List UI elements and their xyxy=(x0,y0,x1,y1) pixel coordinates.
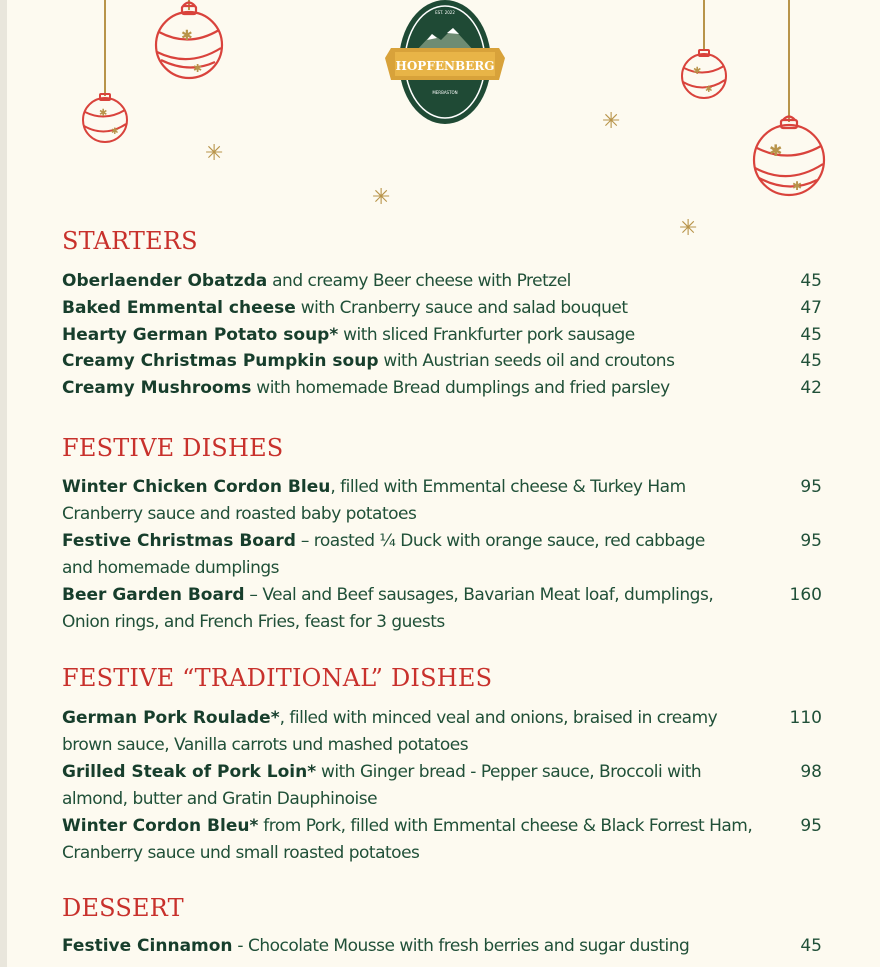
section-heading-traditional-dishes: FESTIVE “TRADITIONAL” DISHES xyxy=(62,664,493,692)
svg-text:✱: ✱ xyxy=(111,127,119,137)
item-description-continued: brown sauce, Vanilla carrots und mashed potatoes xyxy=(62,735,469,755)
item-name: Grilled Steak of Pork Loin* xyxy=(62,762,317,782)
svg-text:✱: ✱ xyxy=(193,62,203,75)
christmas-decorations xyxy=(7,0,880,240)
section-heading-starters: STARTERS xyxy=(62,227,198,255)
item-description: , filled with Emmental cheese & Turkey Ham xyxy=(330,477,686,497)
menu-item xyxy=(62,295,822,322)
item-name: Hearty German Potato soup* xyxy=(62,325,339,345)
item-price: 47 xyxy=(800,298,822,318)
item-price: 160 xyxy=(789,585,822,605)
svg-text:✱: ✱ xyxy=(705,85,713,95)
item-description-continued: and homemade dumplings xyxy=(62,558,279,578)
section-heading-festive-dishes: FESTIVE DISHES xyxy=(62,434,284,462)
ornament-ball-icon xyxy=(754,117,824,196)
star-icon: ✳ xyxy=(679,216,698,240)
menu-item xyxy=(62,322,822,349)
item-price: 98 xyxy=(800,762,822,782)
item-description-continued: Cranberry sauce und small roasted potatoes xyxy=(62,843,420,863)
menu-item xyxy=(62,474,822,528)
svg-text:✱: ✱ xyxy=(181,28,193,44)
menu-item xyxy=(62,933,822,960)
item-description-continued: Onion rings, and French Fries, feast for 3 guests xyxy=(62,612,445,632)
item-description-continued: almond, butter and Gratin Dauphinoise xyxy=(62,789,378,809)
item-name: Winter Cordon Bleu* xyxy=(62,816,259,836)
item-price: 95 xyxy=(800,816,822,836)
star-icon: ✳ xyxy=(205,141,224,166)
menu-item xyxy=(62,705,822,759)
item-name: Creamy Christmas Pumpkin soup xyxy=(62,351,379,371)
svg-text:✱: ✱ xyxy=(792,179,803,193)
item-price: 45 xyxy=(800,936,822,956)
menu-item xyxy=(62,759,822,813)
ornament-ball-icon xyxy=(682,50,726,98)
item-description: with Ginger bread - Pepper sauce, Broccoli with xyxy=(316,762,702,782)
menu-item xyxy=(62,582,822,636)
item-name: Festive Christmas Board xyxy=(62,531,296,551)
menu-item xyxy=(62,375,822,402)
item-name: Festive Cinnamon xyxy=(62,936,233,956)
svg-text:✱: ✱ xyxy=(99,108,108,119)
item-price: 110 xyxy=(789,708,822,728)
svg-text:EST. 2022: EST. 2022 xyxy=(435,10,455,15)
svg-text:✱: ✱ xyxy=(769,141,783,160)
menu-item xyxy=(62,268,822,295)
item-name: Creamy Mushrooms xyxy=(62,378,252,398)
logo-name: HOPFENBERG xyxy=(395,59,495,73)
item-name: German Pork Roulade* xyxy=(62,708,280,728)
item-description: with sliced Frankfurter pork sausage xyxy=(338,325,635,345)
svg-text:✱: ✱ xyxy=(693,66,702,77)
item-description: with Austrian seeds oil and croutons xyxy=(378,351,675,371)
item-name: Baked Emmental cheese xyxy=(62,298,296,318)
item-description: and creamy Beer cheese with Pretzel xyxy=(267,271,571,291)
item-description: , filled with minced veal and onions, braised in creamy xyxy=(279,708,718,728)
item-name: Beer Garden Board xyxy=(62,585,245,605)
item-price: 45 xyxy=(800,271,822,291)
item-description: – Veal and Beef sausages, Bavarian Meat loaf, dumplings, xyxy=(244,585,714,605)
menu-item xyxy=(62,528,822,582)
menu-item xyxy=(62,813,822,867)
item-price: 45 xyxy=(800,351,822,371)
item-name: Winter Chicken Cordon Bleu xyxy=(62,477,331,497)
item-price: 45 xyxy=(800,325,822,345)
item-description: – roasted ¼ Duck with orange sauce, red cabbage xyxy=(295,531,705,551)
hopfenberg-logo xyxy=(385,0,505,124)
item-description: with Cranberry sauce and salad bouquet xyxy=(295,298,628,318)
item-description: - Chocolate Mousse with fresh berries and sugar dusting xyxy=(232,936,690,956)
star-icon: ✳ xyxy=(602,109,621,134)
item-price: 42 xyxy=(800,378,822,398)
item-description: from Pork, filled with Emmental cheese & Black Forrest Ham, xyxy=(258,816,753,836)
star-icon: ✳ xyxy=(372,185,391,210)
menu-page xyxy=(7,0,880,967)
item-price: 95 xyxy=(800,477,822,497)
item-name: Oberlaender Obatzda xyxy=(62,271,268,291)
svg-text:MERBASTON: MERBASTON xyxy=(432,90,458,95)
item-description-continued: Cranberry sauce and roasted baby potatoes xyxy=(62,504,417,524)
section-heading-dessert: DESSERT xyxy=(62,894,184,922)
item-price: 95 xyxy=(800,531,822,551)
menu-item xyxy=(62,348,822,375)
item-description: with homemade Bread dumplings and fried parsley xyxy=(251,378,670,398)
